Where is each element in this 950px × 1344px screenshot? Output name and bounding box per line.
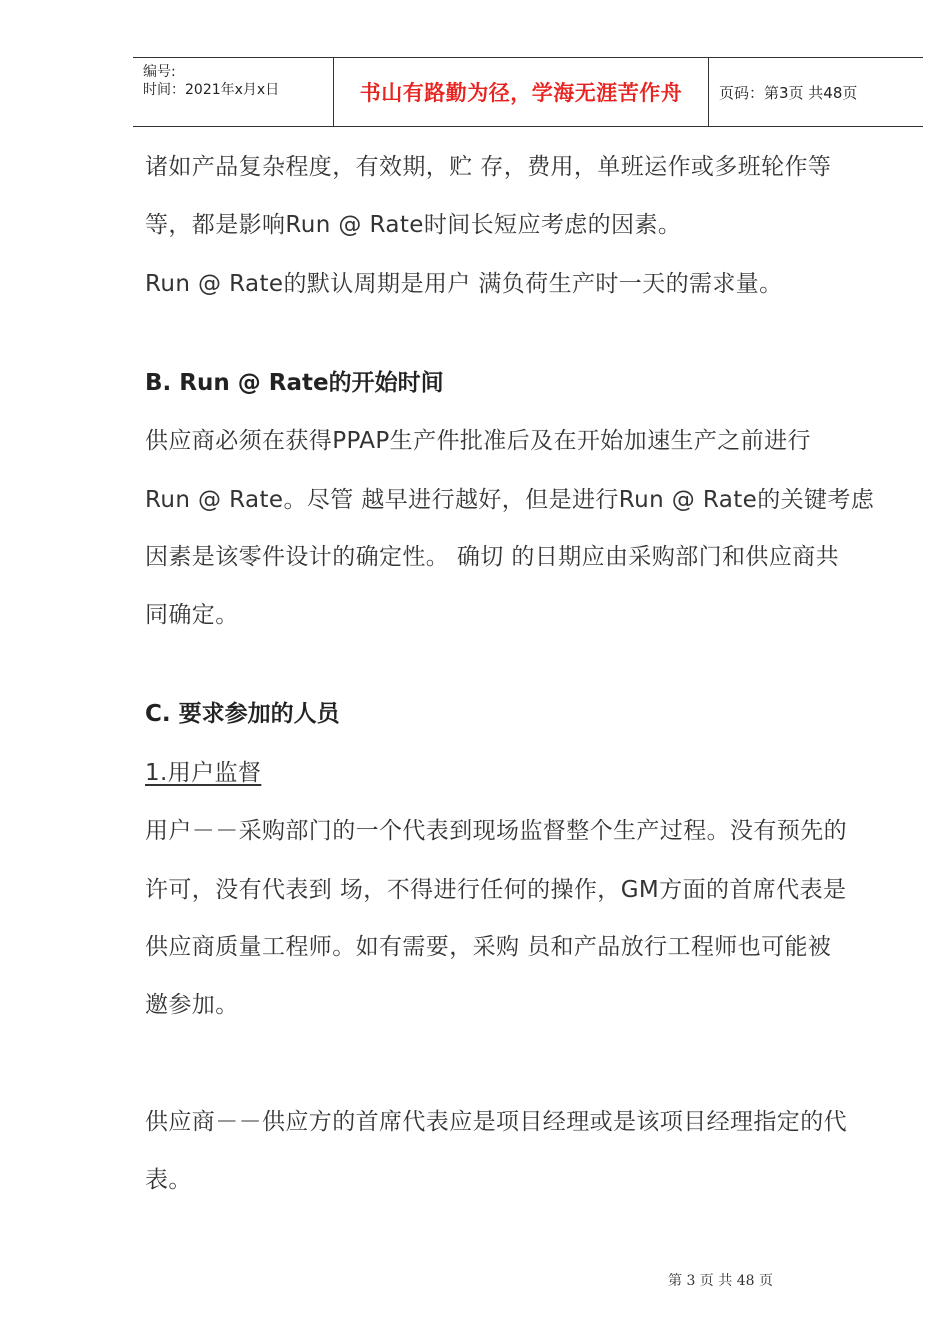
paragraph-line: 许可，没有代表到 场，不得进行任何的操作，GM方面的首席代表是 bbox=[145, 877, 847, 903]
time-label: 时间：2021年x月x日 bbox=[143, 82, 280, 98]
paragraph-line: 因素是该零件设计的确定性。 确切 的日期应由采购部门和供应商共 bbox=[145, 544, 840, 570]
paragraph-line: Run @ Rate的默认周期是用户 满负荷生产时一天的需求量。 bbox=[145, 271, 783, 297]
paragraph-line: Run @ Rate。尽管 越早进行越好，但是进行Run @ Rate的关键考虑 bbox=[145, 487, 875, 513]
subheading-user-supervision: 1.用户监督 bbox=[145, 760, 262, 786]
motto-text: 书山有路勤为径，学海无涯苦作舟 bbox=[359, 81, 683, 105]
section-heading-b: B. Run @ Rate的开始时间 bbox=[145, 370, 444, 396]
page-header bbox=[133, 57, 923, 127]
page-info: 页码：第3页 共48页 bbox=[719, 83, 858, 102]
paragraph-line: 诸如产品复杂程度，有效期，贮 存，费用，单班运作或多班轮作等 bbox=[145, 154, 832, 180]
page-footer: 第 3 页 共 48 页 bbox=[668, 1273, 773, 1289]
paragraph-line: 邀参加。 bbox=[145, 992, 239, 1018]
number-label: 编号: bbox=[143, 64, 176, 80]
paragraph-line: 同确定。 bbox=[145, 602, 239, 628]
paragraph-line: 供应商质量工程师。如有需要，采购 员和产品放行工程师也可能被 bbox=[145, 934, 832, 960]
paragraph-line: 用户－－采购部门的一个代表到现场监督整个生产过程。没有预先的 bbox=[145, 818, 847, 844]
paragraph-line: 表。 bbox=[145, 1167, 192, 1193]
section-heading-c: C. 要求参加的人员 bbox=[145, 701, 340, 727]
paragraph-line: 等，都是影响Run @ Rate时间长短应考虑的因素。 bbox=[145, 212, 682, 238]
header-meta-cell bbox=[133, 58, 333, 126]
paragraph-line: 供应商必须在获得PPAP生产件批准后及在开始加速生产之前进行 bbox=[145, 428, 811, 454]
header-motto-cell bbox=[333, 58, 709, 126]
header-page-cell bbox=[709, 58, 923, 126]
paragraph-line: 供应商－－供应方的首席代表应是项目经理或是该项目经理指定的代 bbox=[145, 1109, 847, 1135]
